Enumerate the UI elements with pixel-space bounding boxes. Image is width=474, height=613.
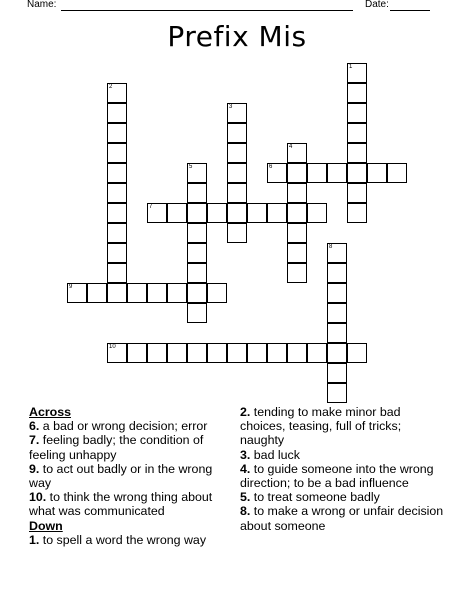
cell-number: 7 (149, 204, 153, 210)
cell-number: 8 (329, 244, 333, 250)
grid-cell[interactable] (227, 223, 247, 243)
grid-cell[interactable] (327, 363, 347, 383)
grid-cell[interactable] (247, 203, 267, 223)
grid-cell[interactable] (347, 143, 367, 163)
grid-cell[interactable] (147, 203, 167, 223)
grid-cell[interactable] (127, 283, 147, 303)
cell-number: 2 (109, 84, 113, 90)
grid-cell[interactable] (207, 343, 227, 363)
grid-cell[interactable] (187, 343, 207, 363)
cell-number: 6 (269, 164, 273, 170)
grid-cell[interactable] (107, 123, 127, 143)
grid-cell[interactable] (227, 123, 247, 143)
cell-number: 10 (109, 344, 116, 350)
grid-cell[interactable] (207, 283, 227, 303)
across-clue-9: 9. to act out badly or in the wrong way (29, 461, 213, 491)
clues-left-column (29, 405, 234, 547)
grid-cell[interactable] (347, 183, 367, 203)
grid-cell[interactable] (67, 283, 87, 303)
cell-number: 5 (189, 164, 193, 170)
down-clue-2: 2. tending to make minor bad choices, teasing, full of tricks; naughty (240, 405, 402, 448)
across-clue-7: 7. feeling badly; the condition of feeling unhappy (29, 433, 204, 462)
grid-cell[interactable] (347, 103, 367, 123)
grid-cell[interactable] (287, 343, 307, 363)
grid-cell[interactable] (127, 343, 147, 363)
down-clue-3: 3. bad luck (240, 447, 300, 462)
grid-cell[interactable] (227, 163, 247, 183)
grid-cell[interactable] (307, 163, 327, 183)
grid-cell[interactable] (347, 123, 367, 143)
grid-cell[interactable] (207, 203, 227, 223)
grid-cell[interactable] (187, 243, 207, 263)
grid-cell[interactable] (307, 343, 327, 363)
grid-cell[interactable] (187, 203, 207, 223)
grid-cell[interactable] (347, 203, 367, 223)
cell-number: 4 (289, 144, 293, 150)
grid-cell[interactable] (167, 283, 187, 303)
grid-cell[interactable] (287, 143, 307, 163)
grid-cell[interactable] (147, 343, 167, 363)
grid-cell[interactable] (327, 163, 347, 183)
grid-cell[interactable] (347, 83, 367, 103)
grid-cell[interactable] (187, 223, 207, 243)
across-clue-6: 6. a bad or wrong decision; error (29, 419, 208, 434)
grid-cell[interactable] (227, 103, 247, 123)
grid-cell[interactable] (107, 83, 127, 103)
grid-cell[interactable] (107, 163, 127, 183)
grid-cell[interactable] (227, 183, 247, 203)
grid-cell[interactable] (267, 163, 287, 183)
grid-cell[interactable] (107, 143, 127, 163)
clues-right-column (240, 405, 445, 533)
grid-cell[interactable] (187, 183, 207, 203)
down-clue-1: 1. to spell a word the wrong way (29, 532, 207, 547)
grid-cell[interactable] (327, 263, 347, 283)
down-clue-4: 4. to guide someone into the wrong direction; to be a bad influence (240, 461, 434, 491)
grid-cell[interactable] (327, 323, 347, 343)
grid-cell[interactable] (347, 163, 367, 183)
grid-cell[interactable] (187, 283, 207, 303)
grid-cell[interactable] (287, 163, 307, 183)
grid-cell[interactable] (287, 243, 307, 263)
name-label: Name: (27, 0, 57, 10)
down-clue-5: 5. to treat someone badly (240, 490, 380, 505)
grid-cell[interactable] (187, 303, 207, 323)
grid-cell[interactable] (107, 223, 127, 243)
grid-cell[interactable] (327, 343, 347, 363)
grid-cell[interactable] (387, 163, 407, 183)
grid-cell[interactable] (327, 283, 347, 303)
grid-cell[interactable] (187, 163, 207, 183)
grid-cell[interactable] (107, 243, 127, 263)
cell-number: 3 (229, 104, 233, 110)
grid-cell[interactable] (267, 203, 287, 223)
grid-cell[interactable] (307, 203, 327, 223)
across-clue-10: 10. to think the wrong thing about what was communicated (29, 490, 213, 519)
grid-cell[interactable] (107, 183, 127, 203)
cell-number: 9 (69, 284, 73, 290)
grid-cell[interactable] (227, 203, 247, 223)
grid-cell[interactable] (107, 343, 127, 363)
grid-cell[interactable] (87, 283, 107, 303)
grid-cell[interactable] (227, 143, 247, 163)
grid-cell[interactable] (187, 263, 207, 283)
down-heading: Down (29, 518, 63, 533)
grid-cell[interactable] (347, 343, 367, 363)
grid-cell[interactable] (167, 203, 187, 223)
grid-cell[interactable] (327, 303, 347, 323)
down-clue-8: 8. to make a wrong or unfair decision about someone (240, 504, 444, 533)
page-title: Prefix Mis (167, 20, 307, 53)
grid-cell[interactable] (247, 343, 267, 363)
grid-cell[interactable] (367, 163, 387, 183)
grid-cell[interactable] (287, 183, 307, 203)
grid-cell[interactable] (287, 203, 307, 223)
grid-cell[interactable] (107, 263, 127, 283)
grid-cell[interactable] (147, 283, 167, 303)
grid-cell[interactable] (347, 63, 367, 83)
grid-cell[interactable] (167, 343, 187, 363)
date-label: Date: (365, 0, 389, 10)
grid-cell[interactable] (227, 343, 247, 363)
grid-cell[interactable] (107, 103, 127, 123)
cell-number: 1 (349, 64, 353, 70)
grid-cell[interactable] (327, 383, 347, 403)
grid-cell[interactable] (267, 343, 287, 363)
grid-cell[interactable] (107, 203, 127, 223)
across-heading: Across (29, 405, 72, 419)
grid-cell[interactable] (107, 283, 127, 303)
grid-cell[interactable] (327, 243, 347, 263)
grid-cell[interactable] (287, 223, 307, 243)
grid-cell[interactable] (287, 263, 307, 283)
